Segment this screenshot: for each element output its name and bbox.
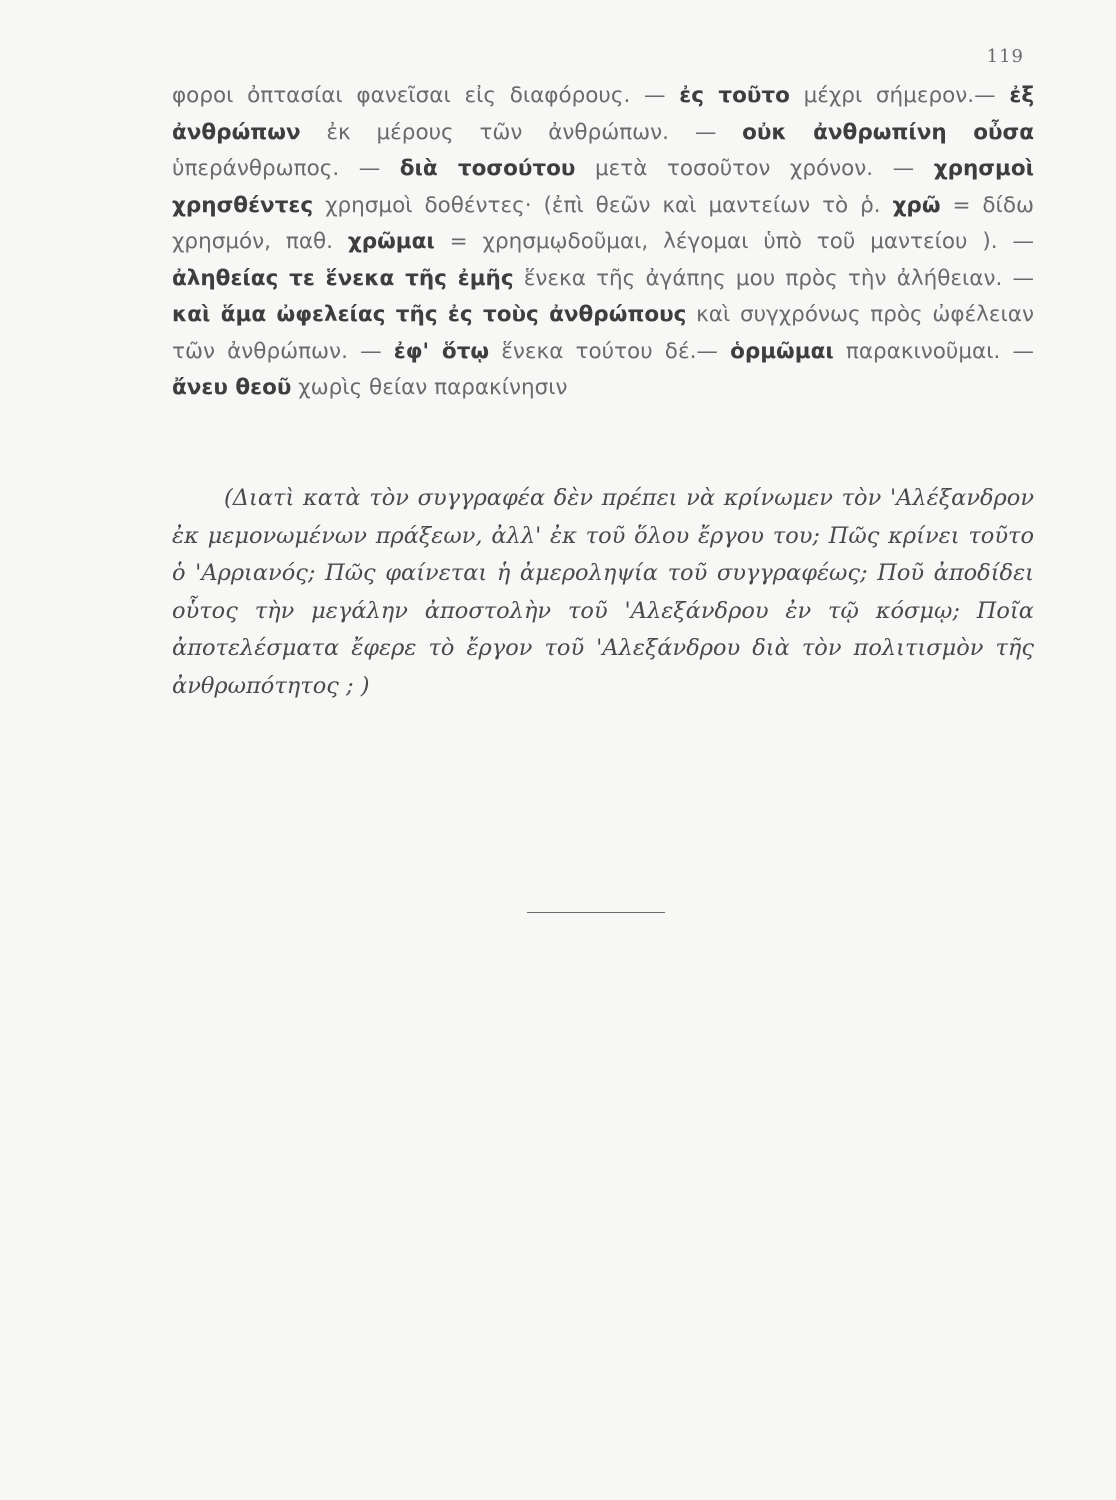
gloss-explanation: φοροι ὀπτασίαι φανεῖσαι εἰς διαφόρους. — [172, 83, 680, 108]
gloss-explanation: ἐκ μέρους τῶν ἀνθρώπων. — [300, 119, 743, 145]
gloss-explanation: παρακινοῦμαι. — [833, 338, 1035, 364]
gloss-lemma: ἐφ' ὅτῳ [393, 338, 490, 364]
gloss-lemma: ἀληθείας τε ἕνεκα τῆς ἐμῆς [172, 265, 514, 291]
glossary-paragraph [172, 78, 1034, 407]
section-divider [527, 912, 665, 913]
page-number: 119 [986, 46, 1024, 67]
gloss-explanation: καὶ συγχρόνως πρὸς ὠφέλειαν τῶν ἀνθρώπων. — [172, 302, 1034, 364]
gloss-lemma: ἄνευ θεοῦ [172, 375, 292, 400]
gloss-lemma: καὶ ἅμα ὠφελείας τῆς ἐς τοὺς ἀνθρώπους [172, 302, 687, 327]
gloss-lemma: χρῶμαι [347, 229, 435, 254]
gloss-explanation: ἕνεκα τούτου δέ.— [489, 338, 731, 364]
gloss-explanation: = δίδω χρησμόν, παθ. [172, 192, 1034, 254]
gloss-lemma: χρησμοὶ χρησθέντες [172, 156, 1034, 218]
gloss-lemma: ἐξ ἀνθρώπων [172, 83, 1035, 145]
gloss-explanation: ἕνεκα τῆς ἀγάπης μου πρὸς τὴν ἀλήθειαν. — [513, 265, 1034, 291]
gloss-explanation: χωρὶς θείαν παρακίνησιν [291, 375, 568, 400]
study-questions-paragraph: (Διατὶ κατὰ τὸν συγγραφέα δὲν πρέπει νὰ κρίνωμεν τὸν 'Αλέξανδρον ἐκ μεμονωμένων πράξεων, ἀλλ' ἐκ τοῦ ὅλου ἔργου του; Πῶς κρίνει τοῦτο ὁ 'Αρριανός; Πῶς φαίνεται ἡ ἀμεροληψία τοῦ συγγραφέως; Ποῦ ἀποδίδει οὗτος τὴν μεγάλην ἀποστολὴν τοῦ 'Αλεξάνδρου ἐν τῷ κόσμῳ; Ποῖα ἀποτελέσματα ἔφερε τὸ ἔργον τοῦ 'Αλεξάνδρου διὰ τὸν πολιτισμὸν τῆς ἀνθρωπότητος ; ) [172, 485, 1034, 699]
gloss-explanation: μέχρι σήμερον.— [789, 83, 1010, 108]
gloss-explanation: μετὰ τοσοῦτον χρόνον. — [575, 156, 934, 181]
gloss-lemma: χρῶ [892, 192, 941, 218]
gloss-explanation: ὑπεράνθρωπος. — [172, 156, 400, 181]
gloss-lemma: οὐκ ἀνθρωπίνη οὖσα [742, 119, 1034, 145]
gloss-lemma: ἐς τοῦτο [679, 83, 790, 108]
gloss-lemma: διὰ τοσούτου [399, 156, 576, 181]
gloss-lemma: ὁρμῶμαι [730, 338, 834, 364]
gloss-explanation: χρησμοὶ δοθέντες· (ἐπὶ θεῶν καὶ μαντείων τὸ ῥ. [313, 192, 893, 218]
gloss-explanation: = χρησμῳδοῦμαι, λέγομαι ὑπὸ τοῦ μαντείου ). — [434, 229, 1034, 254]
